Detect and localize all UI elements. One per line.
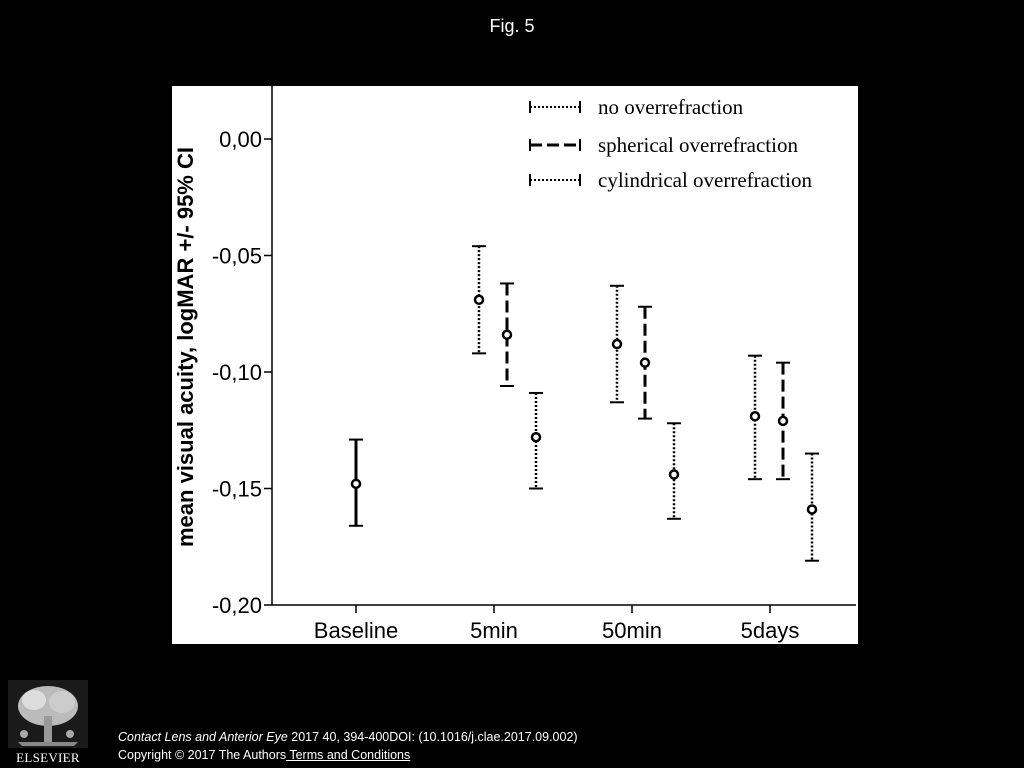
mean-point (751, 412, 759, 420)
y-axis-label: mean visual acuity, logMAR +/- 95% CI (173, 147, 198, 547)
x-tick-label: 50min (602, 618, 662, 643)
mean-point (779, 417, 787, 425)
mean-point (613, 340, 621, 348)
y-tick-label: -0,05 (211, 243, 262, 269)
terms-link[interactable]: Terms and Conditions (286, 748, 411, 762)
figure-title: Fig. 5 (489, 16, 535, 36)
citation (118, 730, 578, 744)
x-tick-label: 5days (740, 618, 800, 643)
mean-point (503, 331, 511, 339)
y-tick-label: -0,20 (211, 593, 262, 618)
elsevier-wordmark: ELSEVIER (16, 750, 80, 765)
citation-details: 2017 40, 394-400DOI: (10.1016/j.clae.2017.09.002) (287, 730, 578, 744)
mean-point (532, 433, 540, 441)
mean-point (475, 296, 483, 304)
mean-point (352, 480, 360, 488)
legend-label: no overrefraction (598, 95, 744, 119)
y-tick-label: -0,15 (211, 476, 262, 502)
x-tick-label: Baseline (313, 618, 399, 643)
citation-journal: Contact Lens and Anterior Eye (118, 730, 288, 744)
legend-label: spherical overrefraction (598, 133, 798, 157)
y-tick-label: -0,10 (211, 360, 262, 385)
mean-point (808, 505, 816, 513)
mean-point (641, 359, 649, 367)
mean-point (670, 471, 678, 479)
y-tick-label: 0,00 (219, 127, 262, 152)
copyright-text: Copyright © 2017 The Authors (118, 748, 287, 762)
x-tick-label: 5min (470, 618, 518, 643)
copyright (118, 748, 410, 762)
legend-label: cylindrical overrefraction (598, 168, 812, 192)
